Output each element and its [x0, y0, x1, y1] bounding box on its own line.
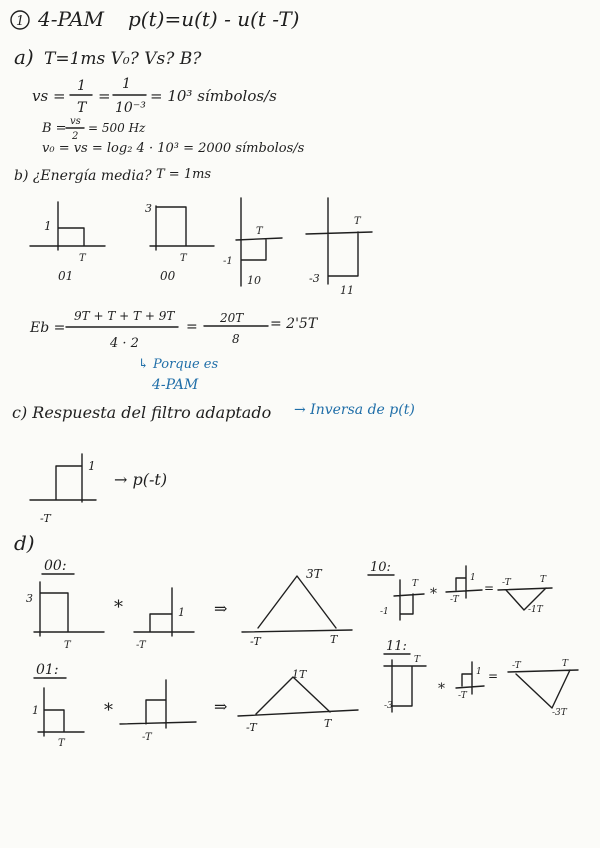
eb-mid-num: 20T	[220, 311, 244, 325]
pulse-10-amp: -1	[223, 256, 233, 267]
part-c-t: -T	[40, 512, 51, 525]
note-line2: 4-PAM	[152, 377, 199, 393]
case-10-end-left: -T	[502, 578, 511, 588]
case-11-code: 11:	[386, 639, 407, 654]
b-lhs: B =	[42, 121, 67, 136]
case-00-amp-right: 1	[178, 606, 185, 619]
part-c-plot	[30, 454, 96, 525]
case-11-amp-right: 1	[476, 667, 482, 677]
pulse-11-code: 11	[340, 284, 354, 297]
case-10-t-left: T	[412, 579, 419, 589]
pulse-01-code: 01	[58, 269, 74, 283]
vs-lhs: vs =	[32, 87, 66, 105]
pulse-00-amp: 3	[145, 202, 152, 215]
case-11-conv: *	[438, 681, 445, 697]
eb-mid-den: 8	[232, 332, 240, 346]
pulse-10-t: T	[256, 226, 263, 237]
case-10-code: 10:	[370, 560, 391, 575]
case-10-t-right: -T	[450, 595, 459, 605]
pulse-10-plot	[223, 198, 282, 287]
case-00-conv: *	[114, 597, 123, 618]
case-01-end-left: -T	[246, 721, 257, 734]
case-10-eq: =	[484, 581, 495, 595]
b-result: = 500 Hz	[88, 121, 146, 135]
frac1-den: T	[77, 100, 87, 116]
case-11-eq: =	[488, 669, 499, 683]
pulse-01-plot	[30, 202, 105, 283]
case-01-peak: 1T	[292, 668, 307, 681]
case-01-arrow: ⇒	[214, 697, 228, 716]
case-00-arrow: ⇒	[214, 599, 228, 618]
header-number: 1	[16, 14, 25, 29]
vs-result: = 10³ símbolos/s	[150, 87, 277, 105]
pulse-00-t: T	[180, 253, 187, 264]
case-10-conv: *	[430, 586, 437, 602]
part-b-given: T = 1ms	[156, 167, 212, 182]
eb-num: 9T + T + T + 9T	[74, 309, 175, 323]
pulse-10-code: 10	[247, 274, 261, 287]
b-num: vs	[70, 116, 81, 127]
part-c-label: c) Respuesta del filtro adaptado	[12, 403, 272, 422]
case-00-t-left: T	[64, 640, 71, 651]
pulse-00-code: 00	[160, 269, 176, 283]
header-equation: p(t)=u(t) - u(t -T)	[128, 7, 300, 31]
case-00	[26, 558, 352, 651]
case-11-t-left: T	[414, 655, 421, 665]
eb-lhs: Eb =	[30, 320, 66, 336]
part-c-note: → Inversa de p(t)	[294, 402, 415, 418]
case-11-peak: -3T	[552, 708, 567, 718]
case-01-t-left: T	[58, 738, 65, 749]
frac2-den: 10⁻³	[115, 100, 146, 116]
case-11-amp-left: -3	[384, 701, 393, 711]
case-01-t-right: -T	[142, 732, 152, 743]
frac1-num: 1	[77, 78, 86, 94]
case-11-end-left: -T	[512, 661, 521, 671]
pulse-00-plot	[145, 202, 214, 283]
case-00-code: 00:	[44, 558, 67, 574]
case-11-t-right: -T	[458, 691, 467, 701]
part-c-amp: 1	[88, 459, 96, 473]
eb-den: 4 · 2	[110, 336, 139, 351]
case-11-end-right: T	[562, 659, 569, 669]
pulse-01-t: T	[79, 253, 86, 264]
case-01-code: 01:	[36, 662, 59, 678]
case-11	[384, 639, 578, 718]
header-title: 4-PAM	[38, 7, 105, 31]
case-01-conv: *	[104, 700, 113, 721]
case-00-amp-left: 3	[26, 592, 33, 605]
part-c-result: → p(-t)	[114, 470, 168, 489]
case-10	[368, 560, 552, 620]
case-00-peak: 3T	[306, 567, 322, 581]
v0-line: v₀ = vs = log₂ 4 · 10³ = 2000 símbolos/s	[42, 141, 305, 156]
case-10-end-right: T	[540, 575, 547, 585]
case-01-end-right: T	[324, 717, 332, 730]
eq-sign-1: =	[98, 87, 111, 105]
case-00-end-left: -T	[250, 635, 261, 648]
note-line1: ↳ Porque es	[138, 357, 219, 372]
frac2-num: 1	[122, 76, 131, 92]
case-10-amp-right: 1	[470, 573, 476, 583]
pulse-01-amp: 1	[44, 219, 52, 233]
pulse-11-t: T	[354, 216, 361, 227]
eq-sign-2: =	[186, 319, 198, 335]
part-d-label: d)	[14, 531, 35, 555]
pulse-11-amp: -3	[309, 272, 320, 285]
b-den: 2	[72, 131, 79, 142]
pulse-11-plot	[306, 198, 372, 297]
part-a-question: T=1ms V₀? Vs? B?	[44, 49, 202, 69]
case-01-amp-left: 1	[32, 704, 39, 717]
case-01	[32, 662, 358, 749]
case-00-end-right: T	[330, 633, 338, 646]
case-00-t-right: -T	[136, 640, 146, 651]
part-b-label: b) ¿Energía media?	[14, 168, 152, 184]
case-10-peak: -1T	[528, 605, 543, 615]
case-10-amp-left: -1	[380, 607, 389, 617]
eb-result: = 2'5T	[270, 316, 318, 332]
part-a-label: a)	[14, 45, 34, 69]
